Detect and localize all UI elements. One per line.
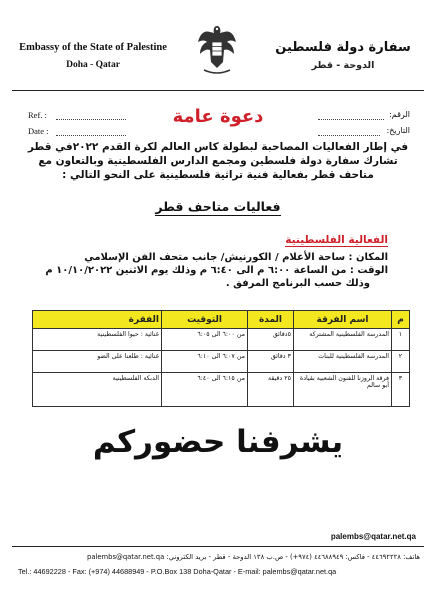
col-header-segment: الفقرة bbox=[33, 311, 162, 329]
event-place: المكان : ساحة الأعلام / الكورنيش/ جانب متحف الفن الإسلامي bbox=[84, 252, 388, 263]
date-label-en: Date : bbox=[28, 126, 49, 136]
section-heading bbox=[285, 234, 388, 246]
row-timing: من ٦:١٥ الى ٦:٤٠ bbox=[162, 373, 248, 407]
section-heading-text: الفعالية الفلسطينية bbox=[285, 234, 388, 246]
embassy-title-ar: سفارة دولة فلسطين bbox=[275, 40, 411, 55]
header-divider bbox=[12, 90, 424, 91]
event-time: الوقت : من الساعة ٦:٠٠ م الى ٦:٤٠ م وذلك يوم الاثنين ١٠/١٠/٢٠٢٢ م bbox=[45, 265, 388, 276]
intro-paragraph: في إطار الفعاليات المصاحبة لبطولة كاس العالم لكرة القدم ٢٠٢٢في قطر تشارك سفارة دولة فلسطين ومجمع الدارس الفلسطينية وبالتعاون مع متاحف قطر بفعالية فنية تراثية فلسطينية على النحو التالي : bbox=[27, 141, 409, 181]
row-segment: غنائية : حيوا الفلسطينية bbox=[33, 329, 162, 351]
footer-divider bbox=[12, 546, 424, 547]
col-header-timing: التوقيت bbox=[162, 311, 248, 329]
table-row bbox=[33, 373, 410, 407]
row-segment: الدبكة الفلسطينية bbox=[33, 373, 162, 407]
col-header-duration: المدة bbox=[248, 311, 294, 329]
table-row bbox=[33, 351, 410, 373]
event-info bbox=[40, 251, 388, 290]
footer-contact-en: Tel.: 44692228 - Fax: (+974) 44688949 - P.O.Box 138 Doha-Qatar - E-mail: palembs@qatar.net.qa bbox=[18, 567, 337, 576]
ref-label-ar: الرقم: bbox=[389, 110, 410, 119]
invitation-title: دعوة عامة bbox=[172, 106, 264, 127]
col-header-number: م bbox=[392, 311, 410, 329]
row-timing: من ٦:٠٠ الى ٦:٠٥ bbox=[162, 329, 248, 351]
row-band: فرقة الروزنا للفنون الشعبية بقيادة أبو سالم bbox=[294, 373, 392, 407]
row-number: ٢ bbox=[392, 351, 410, 373]
date-dotted-line bbox=[56, 135, 126, 136]
palestine-eagle-emblem bbox=[196, 18, 238, 78]
row-duration: ٢٥ دقيقة bbox=[248, 373, 294, 407]
row-band: المدرسة الفلسطينية المشتركة bbox=[294, 329, 392, 351]
row-number: ١ bbox=[392, 329, 410, 351]
row-duration: ٥دقائق bbox=[248, 329, 294, 351]
table-row bbox=[33, 329, 410, 351]
embassy-title-en: Embassy of the State of Palestine bbox=[19, 42, 167, 53]
embassy-name-ar bbox=[268, 40, 418, 71]
col-header-band: اسم الفرقة bbox=[294, 311, 392, 329]
events-subtitle-text: فعاليات متاحف قطر bbox=[155, 199, 281, 214]
row-timing: من ٦:٠٧ الى ٦:١٠ bbox=[162, 351, 248, 373]
ref-label-en: Ref. : bbox=[28, 110, 47, 120]
row-segment: غنائية : طلعنا على الضو bbox=[33, 351, 162, 373]
closing-line: يشرفنا حضوركم bbox=[92, 424, 344, 460]
table-header-row bbox=[33, 311, 410, 329]
row-duration: ٣ دقائق bbox=[248, 351, 294, 373]
embassy-name-en bbox=[18, 42, 168, 70]
row-number: ٣ bbox=[392, 373, 410, 407]
events-subtitle bbox=[0, 199, 436, 214]
embassy-city-ar: الدوحة - قطر bbox=[311, 60, 375, 71]
date-label-ar: التاريخ: bbox=[386, 126, 410, 135]
footer-contact-ar: هاتف: ٤٤٦٩٢٢٢٨ - فاكس: ٤٤٦٨٨٩٤٩ (٩٧٤+) - ص.ب ١٣٨ الدوحة - قطر - بريد الكتروني: palembs@qatar.net.qa bbox=[87, 553, 420, 561]
row-band: المدرسة الفلسطينية للبنات bbox=[294, 351, 392, 373]
program-table bbox=[32, 310, 410, 407]
event-note: وذلك حسب البرنامج المرفق . bbox=[225, 278, 370, 289]
embassy-city-en: Doha - Qatar bbox=[66, 60, 120, 70]
date-dotted-line-ar bbox=[318, 135, 380, 136]
footer-email-top: palembs@qatar.net.qa bbox=[330, 532, 416, 541]
